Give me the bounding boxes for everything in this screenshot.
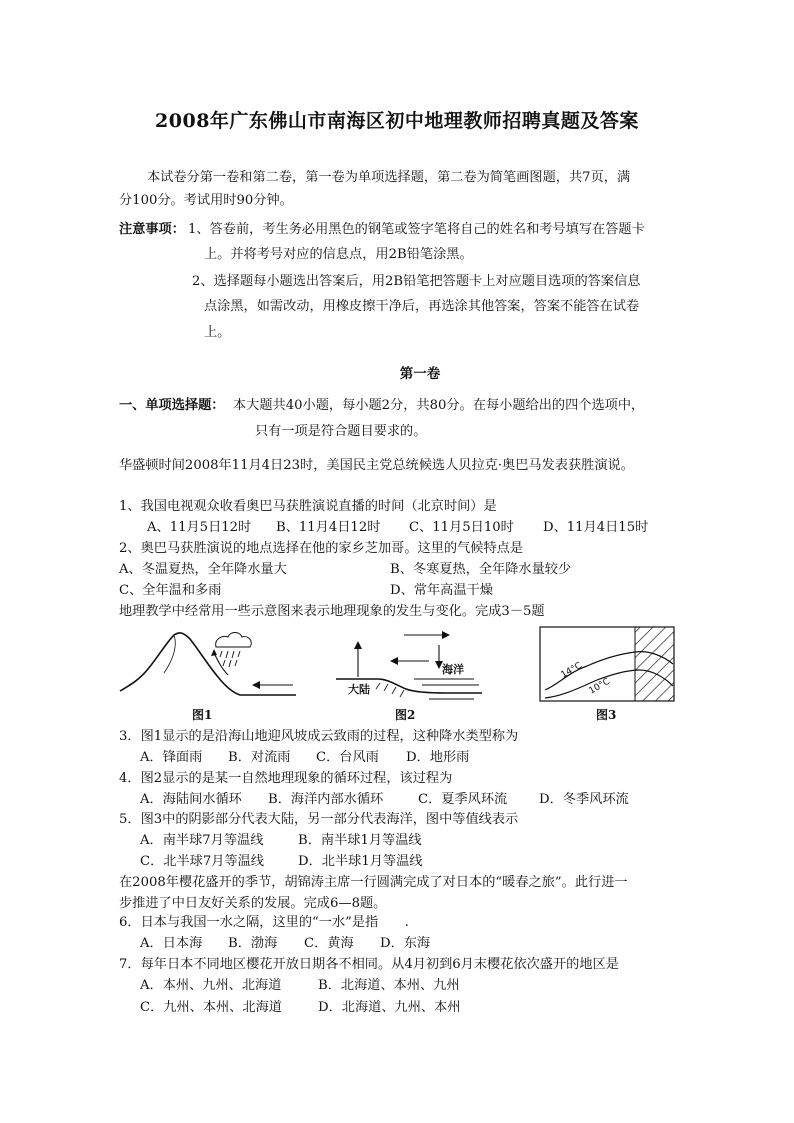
figure-2-caption: 图2 (395, 708, 416, 722)
isotherm-14-label: 14°C (559, 660, 584, 681)
q1-option-a: A、11月5日12时 (147, 520, 252, 535)
sea-waves (414, 679, 479, 699)
q3-option-b: B．对流雨 (228, 750, 291, 765)
q7-option-a: A．本州、九州、北海道 (140, 978, 282, 993)
q2-option-a: A、冬温夏热，全年降水量大 (119, 562, 287, 577)
q4-option-a: A．海陆间水循环 (140, 792, 242, 807)
q6-option-c: C．黄海 (304, 936, 354, 951)
q2-stem: 2、奥巴马获胜演说的地点选择在他的家乡芝加哥。这里的气候特点是 (119, 541, 524, 556)
q4-option-d: D．冬季风环流 (539, 792, 629, 807)
surface-flow-arrowhead (390, 657, 398, 665)
q1-options (147, 520, 648, 536)
document-title: 2008年广东佛山市南海区初中地理教师招聘真题及答案 (155, 110, 639, 132)
part1-desc-line-1: 本大题共40小题，每小题2分，共80分。在每小题给出的四个选项中， (233, 398, 645, 413)
upper-flow-arrowhead (442, 631, 450, 639)
q2-option-b: B、冬寒夏热，全年降水量较少 (390, 562, 572, 577)
land-rising-arrowhead (354, 641, 362, 649)
part1-desc-line-2: 只有一项是符合题目要求的。 (255, 424, 427, 439)
q7-option-d: D．北海道、九州、本州 (318, 1000, 461, 1015)
q4-option-c: C．夏季风环流 (418, 792, 508, 807)
notice-label: 注意事项： (119, 222, 185, 237)
ocean-label: 海洋 (442, 663, 464, 676)
q3-option-d: D．地形雨 (406, 750, 470, 765)
context-2: 地理教学中经常用一些示意图来表示地理现象的发生与变化。完成3－5题 (119, 604, 545, 619)
q1-option-b: B、11月4日12时 (276, 520, 381, 535)
rain-drops (220, 651, 240, 667)
q6-stem: 6．日本与我国一水之隔，这里的“一水”是指 . (119, 915, 409, 930)
notice-item-2-line-3: 上。 (204, 325, 231, 340)
land-shaded-area (635, 627, 674, 701)
notice-item-1-line-1: 1、答卷前，考生务必用黑色的钢笔或签字笔将自己的姓名和考号填写在答题卡 (188, 222, 645, 237)
figure-1-diagram (118, 625, 298, 697)
q5-option-d: D．北半球1月等温线 (298, 854, 423, 869)
q1-stem: 1、我国电视观众收看奥巴马获胜演说直播的时间（北京时间）是 (119, 499, 497, 514)
q7-option-c: C．九州、本州、北海道 (140, 1000, 282, 1015)
q3-option-a: A．锋面雨 (140, 750, 203, 765)
q1-option-d: D、11月4日15时 (543, 520, 649, 535)
q7-stem: 7．每年日本不同地区樱花开放日期各不相同。从4月初到6月末樱花依次盛开的地区是 (119, 957, 619, 972)
q5-stem: 5．图3中的阴影部分代表大陆，另一部分代表海洋，图中等值线表示 (119, 812, 519, 827)
notice-item-2-line-2: 点涂黑，如需改动，用橡皮擦干净后，再选涂其他答案，答案不能答在试卷 (204, 299, 640, 314)
q6-option-a: A．日本海 (140, 936, 203, 951)
q6-option-d: D．东海 (380, 936, 431, 951)
rising-air-arrow (214, 653, 228, 675)
context-1: 华盛顿时间2008年11月4日23时，美国民主党总统候选人贝拉克·奥巴马发表获胜演说。 (119, 458, 634, 473)
q3-option-c: C．台风雨 (316, 750, 379, 765)
figure-1-caption: 图1 (192, 708, 213, 722)
q2-option-d: D、常年高温干燥 (390, 583, 493, 598)
notice-item-1-line-2: 上。并将考号对应的信息点，用2B铅笔涂黑。 (204, 247, 473, 262)
q4-option-b: B．海洋内部水循环 (268, 792, 384, 807)
section-title: 第一卷 (399, 366, 441, 382)
wind-arrowhead (252, 681, 260, 689)
q2-option-c: C、全年温和多雨 (119, 583, 222, 598)
q4-options (140, 792, 629, 808)
mountain-outline (120, 633, 296, 695)
context-3-line-2: 步推进了中日友好关系的发展。完成6—8题。 (119, 896, 387, 911)
q5-option-a: A．南半球7月等温线 (140, 833, 264, 848)
intro-line-1: 本试卷分第一卷和第二卷，第一卷为单项选择题，第二卷为简笔画图题，共7页，满 (147, 170, 631, 185)
figure-3-diagram (539, 626, 675, 702)
q5-option-c: C．北半球7月等温线 (140, 854, 264, 869)
part1-label: 一、单项选择题： (119, 398, 225, 413)
notice-item-2-line-1: 2、选择题每小题选出答案后，用2B铅笔把答题卡上对应题目选项的答案信息 (192, 274, 641, 289)
context-3-line-1: 在2008年樱花盛开的季节，胡锦涛主席一行圆满完成了对日本的“暖春之旅”。此行进一 (119, 875, 628, 890)
cloud-icon (216, 633, 252, 648)
q1-option-c: C、11月5日10时 (409, 520, 514, 535)
q4-stem: 4．图2显示的是某一自然地理现象的循环过程，该过程为 (119, 771, 453, 786)
figure-2-diagram (334, 627, 484, 702)
land-label: 大陆 (348, 683, 370, 696)
q3-stem: 3．图1显示的是沿海山地迎风坡成云致雨的过程，这种降水类型称为 (119, 729, 519, 744)
q3-options (140, 750, 469, 766)
figure-3-caption: 图3 (596, 708, 617, 722)
rising-air-arrowhead (211, 649, 217, 656)
q5-option-b: B．南半球1月等温线 (298, 833, 422, 848)
q6-options (140, 936, 430, 952)
intro-line-2: 分100分。考试用时90分钟。 (119, 193, 293, 208)
q7-option-b: B．北海道、本州、九州 (318, 978, 460, 993)
q6-option-b: B．渤海 (228, 936, 278, 951)
isotherm-10-label: 10°C (587, 676, 612, 697)
land-hatching (376, 683, 404, 697)
